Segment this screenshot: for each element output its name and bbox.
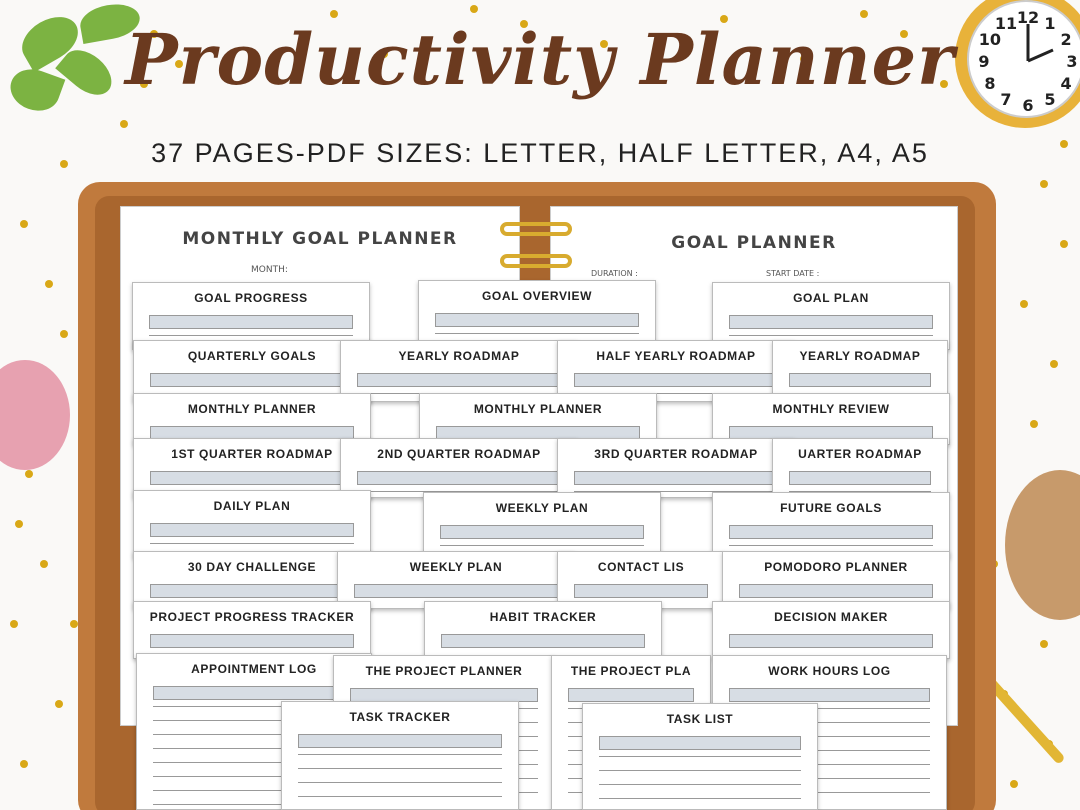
start-date-label: START DATE : bbox=[766, 269, 820, 278]
clock-number: 7 bbox=[1000, 90, 1012, 110]
form-field-box bbox=[440, 525, 644, 539]
page-title: Productivity Planner bbox=[124, 18, 956, 101]
form-field-box bbox=[150, 373, 354, 387]
form-line bbox=[599, 756, 801, 757]
planner-page-title: CONTACT LIS bbox=[597, 560, 685, 574]
planner-page-title: MONTHLY PLANNER bbox=[187, 402, 317, 416]
gold-dot bbox=[20, 220, 28, 228]
form-field-box bbox=[153, 686, 355, 700]
planner-page-card bbox=[340, 438, 578, 498]
form-line bbox=[440, 545, 644, 546]
gold-dot bbox=[330, 10, 338, 18]
gold-dot bbox=[15, 520, 23, 528]
clock-number: 12 bbox=[1016, 8, 1040, 27]
form-field-box bbox=[435, 313, 639, 327]
form-line bbox=[150, 543, 354, 544]
clock-number: 11 bbox=[994, 13, 1018, 33]
planner-page-title: DECISION MAKER bbox=[774, 610, 888, 624]
clock-number: 6 bbox=[1022, 96, 1034, 115]
planner-page-title: DAILY PLAN bbox=[213, 499, 291, 513]
gold-dot bbox=[60, 330, 68, 338]
clock-number: 2 bbox=[1060, 30, 1072, 49]
planner-page-card bbox=[772, 438, 948, 498]
planner-page-title: QUARTERLY GOALS bbox=[187, 349, 317, 363]
form-field-box bbox=[568, 688, 694, 702]
gold-dot bbox=[70, 620, 78, 628]
planner-page-title: YEARLY ROADMAP bbox=[799, 349, 921, 363]
planner-page-card bbox=[557, 438, 795, 498]
form-field-box bbox=[729, 634, 933, 648]
clock-number: 5 bbox=[1044, 90, 1056, 110]
form-line bbox=[298, 754, 502, 755]
form-line bbox=[435, 333, 639, 334]
form-line bbox=[298, 768, 502, 769]
form-field-box bbox=[149, 315, 353, 329]
binder-ring bbox=[500, 222, 572, 236]
gold-dot bbox=[1010, 780, 1018, 788]
form-line bbox=[729, 545, 933, 546]
planner-page-title: FUTURE GOALS bbox=[780, 501, 882, 515]
form-line bbox=[599, 770, 801, 771]
gold-dot bbox=[1020, 300, 1028, 308]
form-field-box bbox=[150, 584, 354, 598]
form-field-box bbox=[574, 471, 778, 485]
form-field-box bbox=[298, 734, 502, 748]
gold-dot bbox=[120, 120, 128, 128]
form-field-box bbox=[739, 584, 933, 598]
gold-dot bbox=[40, 560, 48, 568]
planner-page-card bbox=[133, 490, 371, 558]
planner-page-title: WEEKLY PLAN bbox=[409, 560, 503, 574]
planner-page-title: WORK HOURS LOG bbox=[768, 664, 891, 678]
gold-dot bbox=[1060, 240, 1068, 248]
planner-page-title: MONTHLY PLANNER bbox=[473, 402, 603, 416]
form-line bbox=[729, 335, 933, 336]
duration-label: DURATION : bbox=[591, 269, 638, 278]
gold-dot bbox=[45, 280, 53, 288]
planner-page-title: 1ST QUARTER ROADMAP bbox=[171, 447, 333, 461]
gold-dot bbox=[1040, 180, 1048, 188]
form-field-box bbox=[729, 688, 930, 702]
page-subtitle: 37 PAGES-PDF SIZES: LETTER, HALF LETTER, A4, A5 bbox=[151, 138, 929, 168]
form-line bbox=[149, 335, 353, 336]
form-line bbox=[599, 784, 801, 785]
planner-page-title: APPOINTMENT LOG bbox=[191, 662, 317, 676]
form-field-box bbox=[150, 634, 354, 648]
planner-page-title: WEEKLY PLAN bbox=[495, 501, 589, 515]
pink-flower bbox=[0, 360, 70, 470]
planner-page-title: THE PROJECT PLA bbox=[570, 664, 692, 678]
form-field-box bbox=[354, 584, 558, 598]
gold-dot bbox=[1030, 420, 1038, 428]
form-field-box bbox=[729, 315, 933, 329]
planner-page-title: GOAL PLAN bbox=[793, 291, 869, 305]
form-field-box bbox=[350, 688, 538, 702]
gold-dot bbox=[55, 700, 63, 708]
form-line bbox=[298, 796, 502, 797]
binder-ring bbox=[500, 254, 572, 268]
planner-page-title: 30 DAY CHALLENGE bbox=[187, 560, 317, 574]
gold-dot bbox=[1050, 360, 1058, 368]
clock-number: 10 bbox=[978, 30, 1002, 49]
clock-number: 8 bbox=[984, 74, 996, 93]
planner-page-title: 3RD QUARTER ROADMAP bbox=[594, 447, 758, 461]
planner-page-card bbox=[582, 703, 818, 810]
planner-page-card bbox=[133, 438, 371, 498]
gold-dot bbox=[1040, 640, 1048, 648]
planner-page-title: PROJECT PROGRESS TRACKER bbox=[149, 610, 355, 624]
planner-page-card bbox=[423, 492, 661, 558]
planner-page-title: 2ND QUARTER ROADMAP bbox=[377, 447, 541, 461]
clock-number: 1 bbox=[1044, 13, 1056, 33]
planner-page-card bbox=[281, 701, 519, 810]
form-field-box bbox=[599, 736, 801, 750]
planner-page-title: GOAL PROGRESS bbox=[194, 291, 308, 305]
form-field-box bbox=[789, 471, 931, 485]
form-field-box bbox=[150, 471, 354, 485]
sheet-title: GOAL PLANNER bbox=[671, 233, 837, 253]
gold-dot bbox=[860, 10, 868, 18]
form-field-box bbox=[574, 584, 708, 598]
coffee-cup bbox=[1005, 470, 1080, 620]
planner-page-title: POMODORO PLANNER bbox=[764, 560, 908, 574]
form-field-box bbox=[150, 523, 354, 537]
clock-number: 3 bbox=[1066, 52, 1078, 71]
form-field-box bbox=[357, 471, 561, 485]
form-field-box bbox=[729, 525, 933, 539]
form-field-box bbox=[574, 373, 778, 387]
clock-number: 4 bbox=[1060, 74, 1072, 93]
form-field-box bbox=[789, 373, 931, 387]
form-field-box bbox=[441, 634, 645, 648]
planner-page-card bbox=[424, 601, 662, 659]
month-label: MONTH: bbox=[251, 265, 288, 275]
planner-page-card bbox=[133, 601, 371, 659]
planner-page-title: HALF YEARLY ROADMAP bbox=[596, 349, 756, 363]
gold-dot bbox=[20, 760, 28, 768]
clock-number: 9 bbox=[978, 52, 990, 71]
planner-page-card bbox=[712, 601, 950, 659]
planner-page-title: YEARLY ROADMAP bbox=[398, 349, 520, 363]
planner-page-title: TASK TRACKER bbox=[349, 710, 451, 724]
planner-page-title: MONTHLY REVIEW bbox=[772, 402, 890, 416]
form-line bbox=[599, 798, 801, 799]
planner-page-card bbox=[712, 492, 950, 558]
form-line bbox=[298, 782, 502, 783]
planner-page-title: GOAL OVERVIEW bbox=[481, 289, 593, 303]
planner-page-title: THE PROJECT PLANNER bbox=[365, 664, 523, 678]
planner-page-title: TASK LIST bbox=[666, 712, 734, 726]
gold-dot bbox=[470, 5, 478, 13]
gold-dot bbox=[10, 620, 18, 628]
planner-page-title: HABIT TRACKER bbox=[489, 610, 597, 624]
sheet-title: MONTHLY GOAL PLANNER bbox=[182, 229, 458, 249]
planner-page-title: UARTER ROADMAP bbox=[798, 447, 922, 461]
gold-dot bbox=[25, 470, 33, 478]
form-field-box bbox=[357, 373, 561, 387]
